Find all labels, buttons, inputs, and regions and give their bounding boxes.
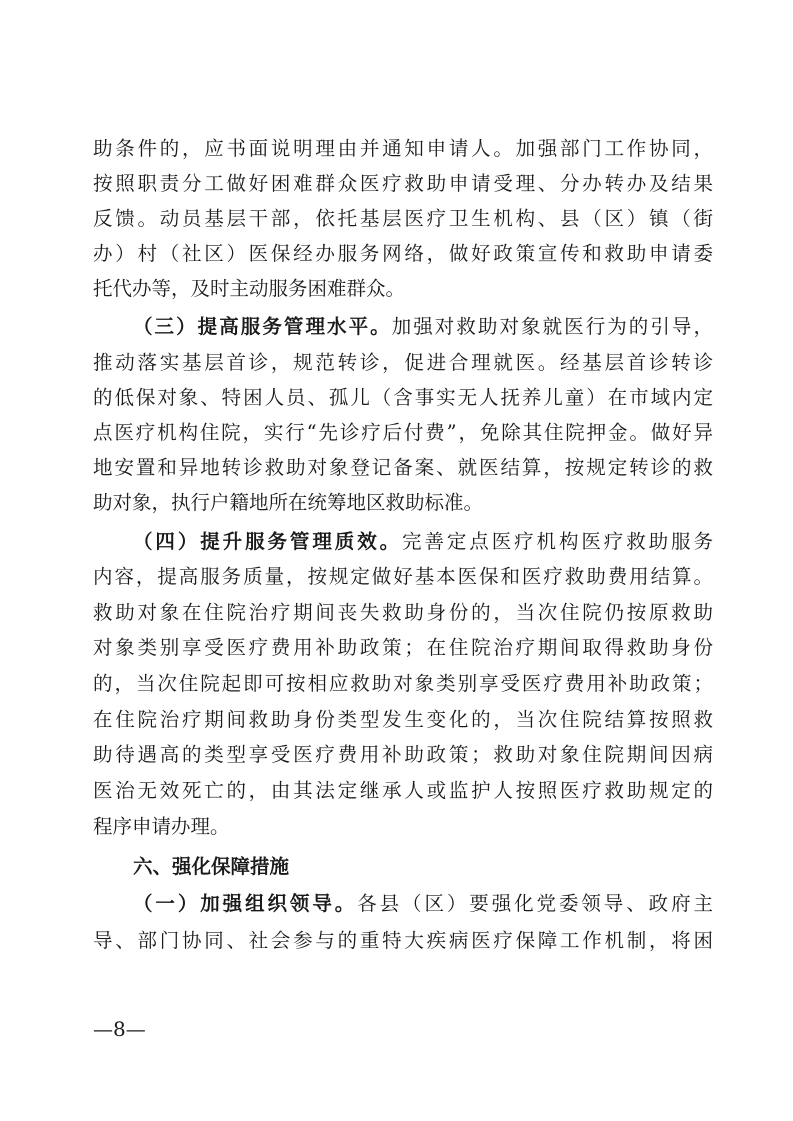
paragraph-lead: （一）加强组织领导。 bbox=[133, 892, 358, 915]
body-line: 救助对象在住院治疗期间丧失救助身份的，当次住院仍按原救助 bbox=[93, 601, 713, 624]
body-line: 程序申请办理。 bbox=[93, 815, 230, 838]
body-line: 推动落实基层首诊，规范转诊，促进合理就医。经基层首诊转诊 bbox=[93, 351, 713, 374]
paragraph-heading-line: （三）提高服务管理水平。加强对救助对象就医行为的引导， bbox=[133, 315, 713, 338]
body-line: 的低保对象、特困人员、孤儿（含事实无人抚养儿童）在市域内定 bbox=[93, 386, 713, 409]
page-number: —8— bbox=[93, 1017, 146, 1041]
section-heading: 六、强化保障措施 bbox=[133, 855, 290, 878]
body-line: 助待遇高的类型享受医疗费用补助政策；救助对象住院期间因病 bbox=[93, 743, 713, 766]
body-line: 对象类别享受医疗费用补助政策；在住院治疗期间取得救助身份 bbox=[93, 636, 713, 659]
body-line: 内容，提高服务质量，按规定做好基本医保和医疗救助费用结算。 bbox=[93, 565, 713, 588]
body-line: 托代办等，及时主动服务困难群众。 bbox=[93, 277, 406, 300]
body-line: 地安置和异地转诊救助对象登记备案、就医结算，按规定转诊的救 bbox=[93, 456, 713, 479]
paragraph-heading-line: （一）加强组织领导。各县（区）要强化党委领导、政府主 bbox=[133, 892, 713, 915]
body-line: 办）村（社区）医保经办服务网络，做好政策宣传和救助申请委 bbox=[93, 242, 713, 265]
body-line: 助条件的，应书面说明理由并通知申请人。加强部门工作协同， bbox=[93, 137, 713, 160]
body-line: 助对象，执行户籍地所在统筹地区救助标准。 bbox=[93, 491, 484, 514]
paragraph-lead: （四）提升服务管理质效。 bbox=[133, 530, 403, 553]
body-line: 导、部门协同、社会参与的重特大疾病医疗保障工作机制，将困 bbox=[93, 929, 713, 952]
paragraph-lead: （三）提高服务管理水平。 bbox=[133, 315, 392, 338]
body-line: 反馈。动员基层干部，依托基层医疗卫生机构、县（区）镇（街 bbox=[93, 207, 713, 230]
body-line: 在住院治疗期间救助身份类型发生变化的，当次住院结算按照救 bbox=[93, 708, 713, 731]
paragraph-heading-line: （四）提升服务管理质效。完善定点医疗机构医疗救助服务 bbox=[133, 530, 713, 553]
body-line: 医治无效死亡的，由其法定继承人或监护人按照医疗救助规定的 bbox=[93, 779, 713, 802]
body-line: 点医疗机构住院，实行“先诊疗后付费”，免除其住院押金。做好异 bbox=[93, 421, 713, 444]
body-line: 按照职责分工做好困难群众医疗救助申请受理、分办转办及结果 bbox=[93, 172, 713, 195]
body-line: 的，当次住院起即可按相应救助对象类别享受医疗费用补助政策； bbox=[93, 672, 713, 695]
